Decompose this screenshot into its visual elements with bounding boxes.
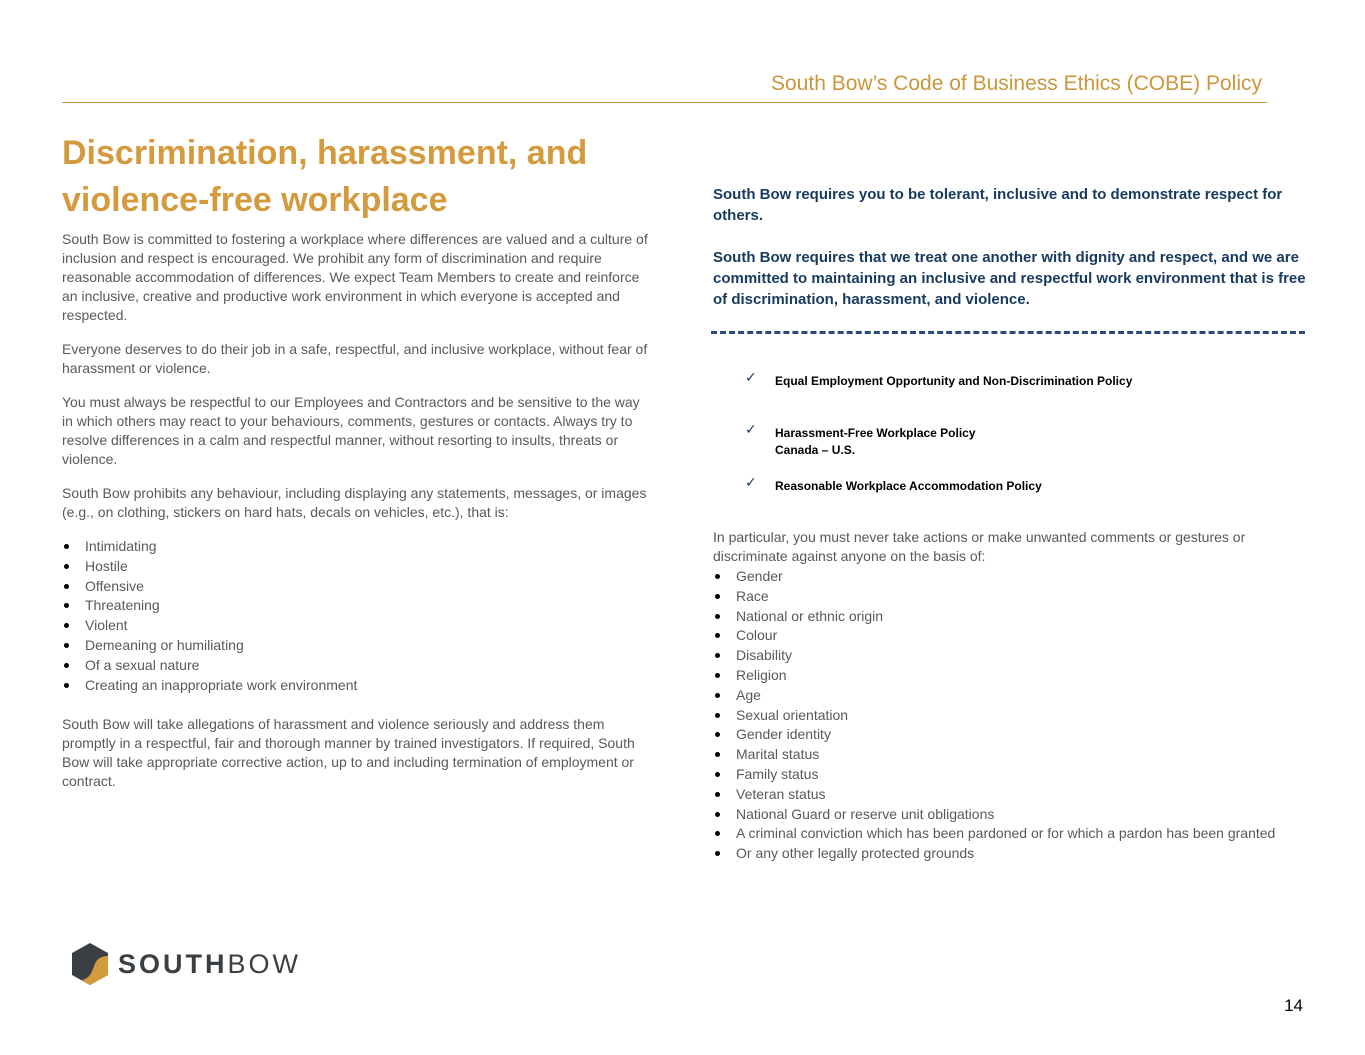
list-item: Gender identity <box>713 725 1313 745</box>
list-item: Threatening <box>62 596 654 616</box>
checkmark-icon: ✓ <box>745 369 757 385</box>
checkmark-icon: ✓ <box>745 474 757 490</box>
logo-mark-icon <box>70 942 110 986</box>
protected-grounds-intro: In particular, you must never take actions or make unwanted comments or gestures or discriminate against anyone on the basis of: <box>713 529 1246 564</box>
south-bow-logo <box>70 942 301 986</box>
header-divider <box>62 102 1267 103</box>
emphasis-statement-1: South Bow requires you to be tolerant, inclusive and to demonstrate respect for others. <box>713 186 1283 224</box>
right-emphasis-block <box>713 184 1308 310</box>
list-item: Of a sexual nature <box>62 656 654 676</box>
left-paragraph-4: South Bow prohibits any behaviour, including displaying any statements, messages, or images (e.g., on clothing, stickers on hard hats, decals on vehicles, etc.), that is: <box>62 485 647 520</box>
page-number: 14 <box>1284 996 1303 1015</box>
logo-wordmark-light: BOW <box>227 948 301 979</box>
list-item: Hostile <box>62 557 654 577</box>
list-item: Violent <box>62 616 654 636</box>
policy-link-equal-employment[interactable] <box>745 369 1133 390</box>
list-item: Or any other legally protected grounds <box>713 844 1313 864</box>
list-item: Disability <box>713 646 1313 666</box>
logo-wordmark-bold: SOUTH <box>118 948 228 979</box>
prohibited-behaviour-list <box>62 537 654 695</box>
checkmark-icon: ✓ <box>745 421 757 437</box>
list-item: Religion <box>713 666 1313 686</box>
list-item: Family status <box>713 765 1313 785</box>
list-item: National Guard or reserve unit obligations <box>713 805 1313 825</box>
list-item: Sexual orientation <box>713 706 1313 726</box>
left-column <box>62 130 654 806</box>
policy-title: Harassment-Free Workplace Policy <box>775 426 976 440</box>
list-item: Offensive <box>62 577 654 597</box>
list-item: Marital status <box>713 745 1313 765</box>
list-item: A criminal conviction which has been pardoned or for which a pardon has been granted <box>713 824 1313 844</box>
list-item: Gender <box>713 567 1313 587</box>
policy-link-harassment-free[interactable] <box>745 421 976 459</box>
left-closing-paragraph: South Bow will take allegations of harassment and violence seriously and address them promptly in a respectful, fair and thorough manner by trained investigators. If required, South Bow will take appropriate corrective action, up to and including termination of employment or contract. <box>62 716 635 790</box>
left-paragraph-3: You must always be respectful to our Employees and Contractors and be sensitive to the way in which others may react to your behaviours, comments, gestures or contacts. Always try to resolve differences in a calm and respectful manner, without resorting to insults, threats or violence. <box>62 394 640 467</box>
dashed-divider <box>711 331 1305 334</box>
emphasis-statement-2: South Bow requires that we treat one another with dignity and respect, and we are committed to maintaining an inclusive and respectful work environment that is free of discrimination, harassment, and violence. <box>713 249 1306 308</box>
list-item: Intimidating <box>62 537 654 557</box>
policy-subtitle: Canada – U.S. <box>775 443 856 457</box>
list-item: Colour <box>713 626 1313 646</box>
page-title: Discrimination, harassment, and violence-free workplace <box>62 134 588 219</box>
policy-title: Equal Employment Opportunity and Non-Discrimination Policy <box>775 374 1133 388</box>
list-item: National or ethnic origin <box>713 607 1313 627</box>
left-paragraph-2: Everyone deserves to do their job in a safe, respectful, and inclusive workplace, without fear of harassment or violence. <box>62 341 648 376</box>
list-item: Creating an inappropriate work environment <box>62 676 654 696</box>
list-item: Veteran status <box>713 785 1313 805</box>
policy-link-accommodation[interactable] <box>745 474 1042 495</box>
list-item: Age <box>713 686 1313 706</box>
protected-grounds-list <box>713 567 1313 864</box>
list-item: Demeaning or humiliating <box>62 636 654 656</box>
header-title: South Bow’s Code of Business Ethics (COBE) Policy <box>771 72 1262 95</box>
policy-title: Reasonable Workplace Accommodation Policy <box>775 479 1042 493</box>
left-paragraph-1: South Bow is committed to fostering a workplace where differences are valued and a culture of inclusion and respect is encouraged. We prohibit any form of discrimination and require reasonable accommodation of differences. We expect Team Members to create and reinforce an inclusive, creative and productive work environment in which everyone is accepted and respected. <box>62 231 648 323</box>
logo-wordmark <box>118 949 301 980</box>
list-item: Race <box>713 587 1313 607</box>
